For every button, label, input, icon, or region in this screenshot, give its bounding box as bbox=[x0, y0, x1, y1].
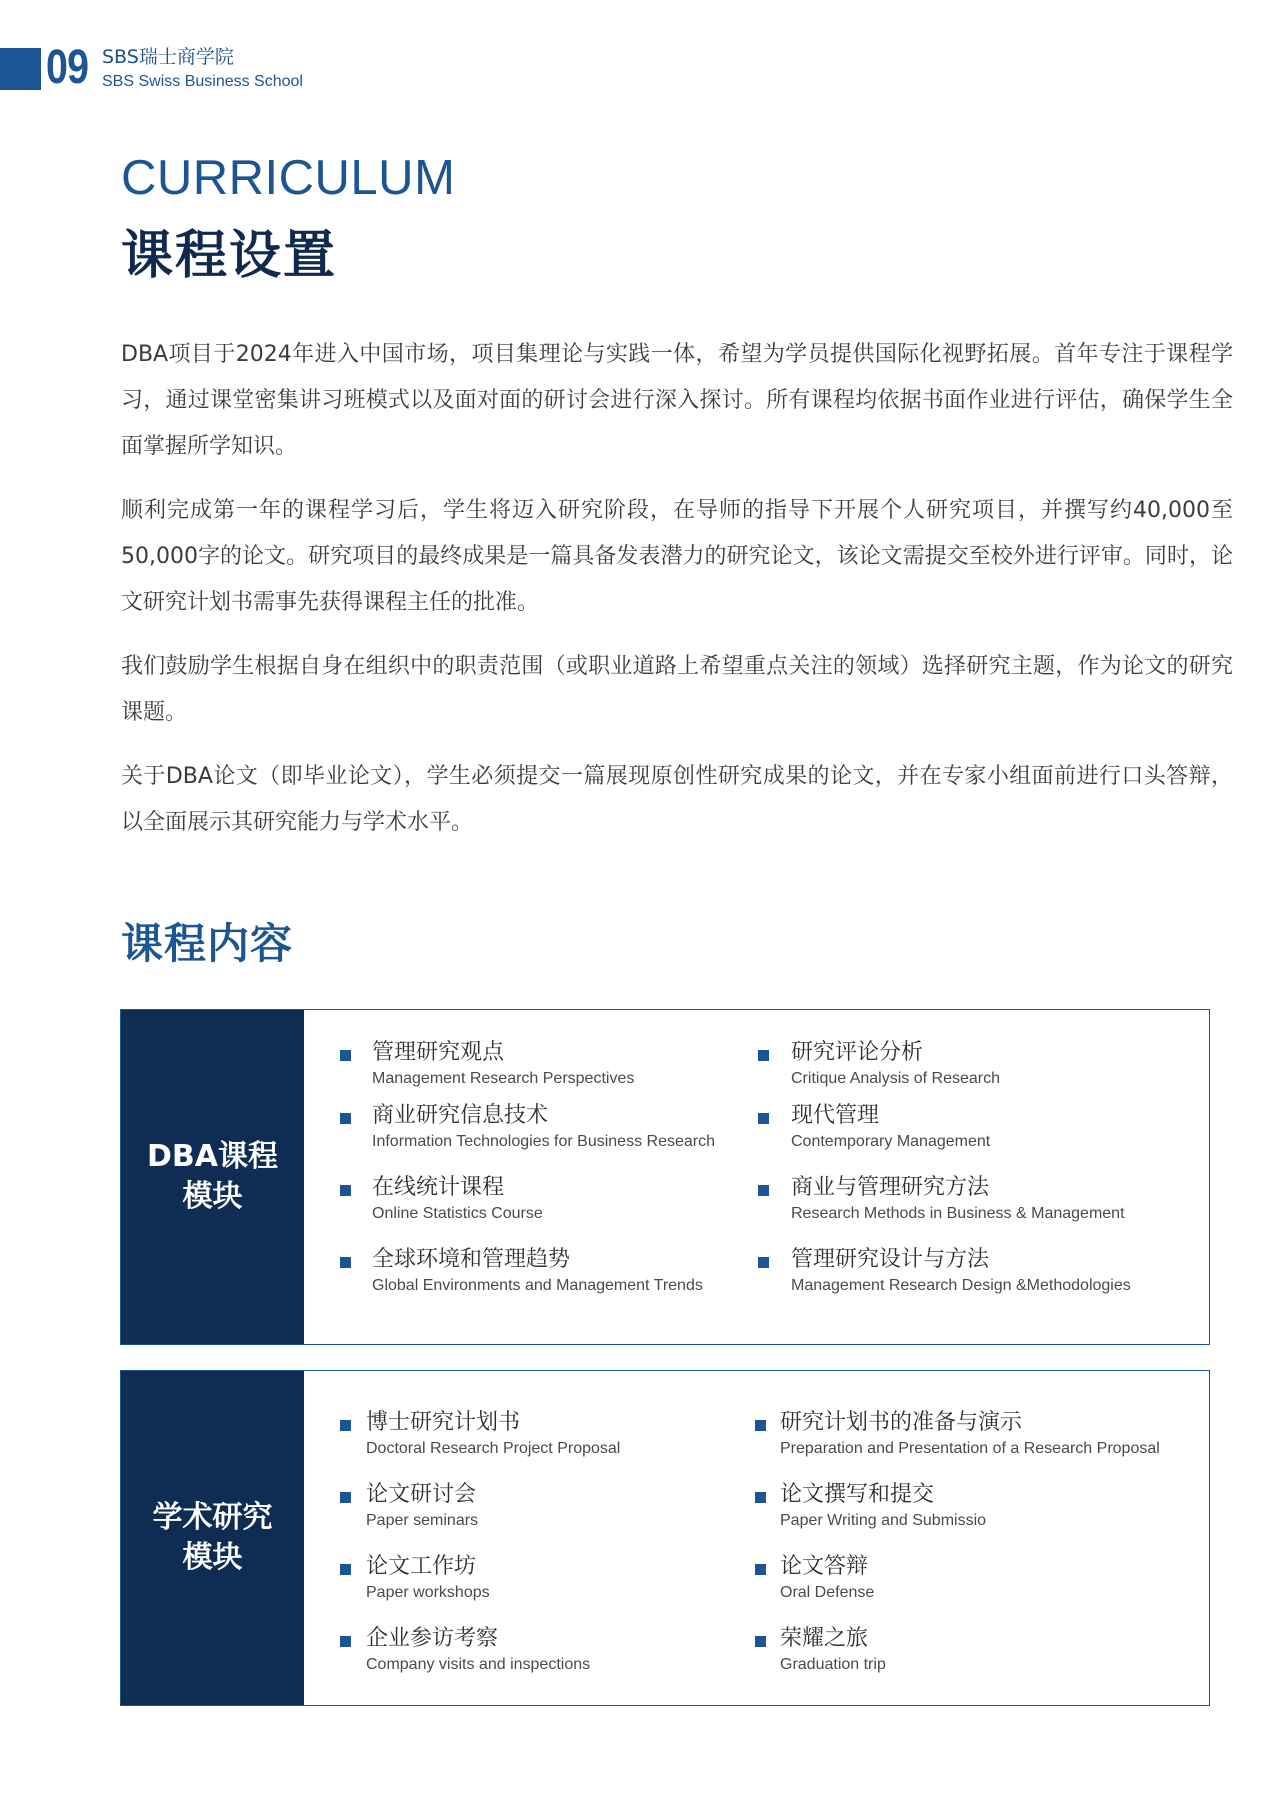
square-bullet-icon bbox=[340, 1257, 351, 1268]
course-name-cn: 博士研究计划书 bbox=[366, 1410, 521, 1435]
course-name-cn: 论文工作坊 bbox=[366, 1554, 477, 1579]
school-name-en: SBS Swiss Business School bbox=[102, 73, 303, 90]
square-bullet-icon bbox=[340, 1636, 351, 1647]
square-bullet-icon bbox=[340, 1050, 351, 1061]
square-bullet-icon bbox=[340, 1113, 351, 1124]
module-label bbox=[121, 1371, 304, 1705]
course-name-en: Global Environments and Management Trends bbox=[372, 1277, 703, 1294]
course-name-cn: 商业与管理研究方法 bbox=[791, 1175, 990, 1200]
square-bullet-icon bbox=[758, 1050, 769, 1061]
page-marker-block bbox=[0, 48, 41, 90]
course-name-cn: 现代管理 bbox=[791, 1103, 880, 1128]
intro-text bbox=[121, 332, 1233, 864]
intro-paragraph: 关于DBA论文（即毕业论文），学生必须提交一篇展现原创性研究成果的论文，并在专家小组面前进行口头答辩，以全面展示其研究能力与学术水平。 bbox=[121, 764, 1233, 835]
course-name-en: Information Technologies for Business Research bbox=[372, 1133, 715, 1150]
course-name-cn: 研究评论分析 bbox=[791, 1040, 924, 1065]
course-name-en: Preparation and Presentation of a Research Proposal bbox=[780, 1440, 1160, 1457]
square-bullet-icon bbox=[758, 1185, 769, 1196]
page-title-cn: 课程设置 bbox=[121, 226, 338, 286]
course-name-en: Critique Analysis of Research bbox=[791, 1070, 1000, 1087]
course-name-en: Online Statistics Course bbox=[372, 1205, 543, 1222]
square-bullet-icon bbox=[755, 1636, 766, 1647]
course-name-en: Doctoral Research Project Proposal bbox=[366, 1440, 621, 1457]
square-bullet-icon bbox=[758, 1257, 769, 1268]
course-name-cn: 论文答辩 bbox=[780, 1554, 869, 1579]
course-name-en: Company visits and inspections bbox=[366, 1656, 591, 1673]
module-label-text: DBA课程 模块 bbox=[147, 1139, 278, 1214]
module-course-list bbox=[304, 1371, 1209, 1705]
square-bullet-icon bbox=[340, 1185, 351, 1196]
course-name-cn: 论文研讨会 bbox=[366, 1482, 477, 1507]
course-name-cn: 管理研究设计与方法 bbox=[791, 1247, 990, 1272]
course-name-cn: 荣耀之旅 bbox=[780, 1626, 869, 1651]
module-label bbox=[121, 1010, 304, 1344]
square-bullet-icon bbox=[340, 1492, 351, 1503]
module-table-academic-research bbox=[120, 1370, 1210, 1706]
intro-paragraph: 顺利完成第一年的课程学习后，学生将迈入研究阶段，在导师的指导下开展个人研究项目，并撰写约40,000至50,000字的论文。研究项目的最终成果是一篇具备发表潜力的研究论文，该论文需提交至校外进行评审。同时，论文研究计划书需事先获得课程主任的批准。 bbox=[121, 498, 1233, 615]
course-name-en: Research Methods in Business & Management bbox=[791, 1205, 1125, 1222]
course-name-en: Graduation trip bbox=[780, 1656, 886, 1673]
course-name-en: Oral Defense bbox=[780, 1584, 875, 1601]
course-name-en: Management Research Design &Methodologies bbox=[791, 1277, 1131, 1294]
square-bullet-icon bbox=[755, 1420, 766, 1431]
square-bullet-icon bbox=[340, 1420, 351, 1431]
square-bullet-icon bbox=[755, 1492, 766, 1503]
intro-paragraph: 我们鼓励学生根据自身在组织中的职责范围（或职业道路上希望重点关注的领域）选择研究主题，作为论文的研究课题。 bbox=[121, 654, 1233, 725]
square-bullet-icon bbox=[755, 1564, 766, 1575]
course-name-en: Management Research Perspectives bbox=[372, 1070, 635, 1087]
course-name-cn: 商业研究信息技术 bbox=[372, 1103, 549, 1128]
course-name-cn: 全球环境和管理趋势 bbox=[372, 1247, 571, 1272]
course-name-cn: 企业参访考察 bbox=[366, 1626, 499, 1651]
course-name-cn: 管理研究观点 bbox=[372, 1040, 505, 1065]
module-table-dba-courses bbox=[120, 1009, 1210, 1345]
intro-paragraph: DBA项目于2024年进入中国市场，项目集理论与实践一体，希望为学员提供国际化视野拓展。首年专注于课程学习，通过课堂密集讲习班模式以及面对面的研讨会进行深入探讨。所有课程均依据书面作业进行评估，确保学生全面掌握所学知识。 bbox=[121, 342, 1233, 459]
page-number: 09 bbox=[46, 41, 89, 94]
school-name-cn: SBS瑞士商学院 bbox=[102, 46, 234, 68]
course-name-cn: 论文撰写和提交 bbox=[780, 1482, 935, 1507]
course-name-cn: 在线统计课程 bbox=[372, 1175, 505, 1200]
course-name-en: Paper workshops bbox=[366, 1584, 490, 1601]
square-bullet-icon bbox=[340, 1564, 351, 1575]
page-title-en: CURRICULUM bbox=[121, 151, 456, 205]
course-name-en: Contemporary Management bbox=[791, 1133, 991, 1150]
square-bullet-icon bbox=[758, 1113, 769, 1124]
course-name-en: Paper seminars bbox=[366, 1512, 479, 1529]
section-title: 课程内容 bbox=[121, 919, 294, 968]
module-course-list bbox=[304, 1010, 1209, 1344]
course-name-cn: 研究计划书的准备与演示 bbox=[780, 1410, 1023, 1435]
course-name-en: Paper Writing and Submissio bbox=[780, 1512, 987, 1529]
module-label-text: 学术研究 模块 bbox=[152, 1500, 273, 1575]
